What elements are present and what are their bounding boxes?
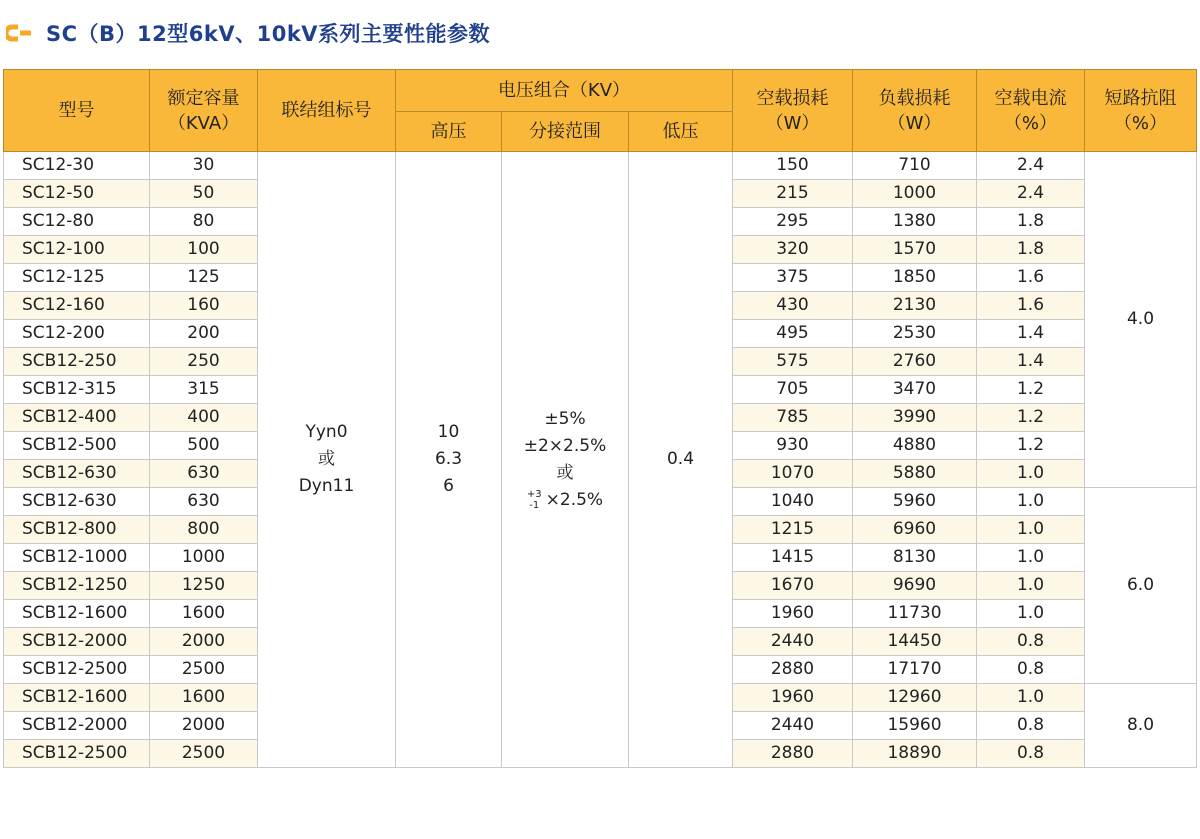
cell-no-load-loss: 1960 [733,684,853,712]
header-tap-range: 分接范围 [502,112,629,152]
cell-load-loss: 1380 [853,208,977,236]
cell-no-load-loss: 1670 [733,572,853,600]
cell-model: SC12-160 [4,292,150,320]
cell-capacity: 30 [150,152,258,180]
cell-no-load-loss: 705 [733,376,853,404]
cell-no-load-current: 1.2 [977,404,1085,432]
cell-model: SCB12-2000 [4,712,150,740]
cell-model: SCB12-315 [4,376,150,404]
tap-sub: -1 [529,499,540,511]
cell-no-load-loss: 215 [733,180,853,208]
title-bar [6,18,490,48]
tap-range-text: ×2.5% [545,489,604,510]
cell-capacity: 800 [150,516,258,544]
cell-tap-range-line: 或 [556,462,574,483]
cell-no-load-loss: 785 [733,404,853,432]
cell-no-load-current: 1.0 [977,488,1085,516]
cell-capacity: 630 [150,488,258,516]
cell-load-loss: 12960 [853,684,977,712]
cell-capacity: 1250 [150,572,258,600]
cell-tap-range-line: ±5% [544,408,586,429]
cell-no-load-current: 0.8 [977,656,1085,684]
cell-no-load-loss: 2880 [733,740,853,768]
cell-no-load-current: 1.8 [977,236,1085,264]
cell-load-loss: 2130 [853,292,977,320]
tap-sup: +3 [526,488,542,500]
cell-vector-group-line: Yyn0 [305,422,348,442]
tap-sup-sub [527,489,542,511]
cell-no-load-current: 1.0 [977,600,1085,628]
cell-capacity: 50 [150,180,258,208]
cell-no-load-loss: 320 [733,236,853,264]
header-capacity-label: 额定容量 [167,87,240,109]
cell-no-load-current: 1.4 [977,320,1085,348]
cell-load-loss: 18890 [853,740,977,768]
header-impedance-label: 短路抗阻 [1104,87,1177,109]
header-vector-group: 联结组标号 [258,70,396,152]
cell-impedance: 4.0 [1085,152,1197,488]
cell-hv-line: 10 [437,422,460,442]
cell-load-loss: 2530 [853,320,977,348]
cell-vector-group [258,152,396,768]
header-load-loss-unit: （W） [887,112,942,134]
table-row [4,152,1197,180]
cell-capacity: 200 [150,320,258,348]
header-load-loss-label: 负载损耗 [878,87,951,109]
cell-capacity: 2500 [150,740,258,768]
header-hv: 高压 [396,112,502,152]
cell-no-load-loss: 1415 [733,544,853,572]
cell-capacity: 1600 [150,600,258,628]
cell-no-load-loss: 2440 [733,628,853,656]
cell-no-load-loss: 1960 [733,600,853,628]
header-lv: 低压 [629,112,733,152]
header-model: 型号 [4,70,150,152]
cell-no-load-loss: 930 [733,432,853,460]
cell-no-load-current: 2.4 [977,152,1085,180]
cell-load-loss: 4880 [853,432,977,460]
cell-no-load-loss: 150 [733,152,853,180]
cell-load-loss: 14450 [853,628,977,656]
header-no-load-current-unit: （%） [1003,112,1058,134]
cell-model: SC12-30 [4,152,150,180]
cell-capacity: 2500 [150,656,258,684]
header-no-load-current [977,70,1085,152]
cell-model: SCB12-2500 [4,740,150,768]
cell-model: SCB12-630 [4,488,150,516]
cell-capacity: 125 [150,264,258,292]
cell-load-loss: 15960 [853,712,977,740]
cell-model: SCB12-2000 [4,628,150,656]
cell-capacity: 1000 [150,544,258,572]
header-no-load-current-label: 空载电流 [994,87,1067,109]
cell-no-load-loss: 430 [733,292,853,320]
cell-no-load-loss: 575 [733,348,853,376]
cell-no-load-loss: 295 [733,208,853,236]
cell-no-load-current: 1.0 [977,516,1085,544]
spec-table-body [4,152,1197,768]
cell-model: SCB12-1000 [4,544,150,572]
cell-no-load-current: 1.6 [977,292,1085,320]
header-load-loss [853,70,977,152]
cell-no-load-loss: 2880 [733,656,853,684]
magnet-arrow-icon [6,24,32,42]
cell-model: SCB12-2500 [4,656,150,684]
header-no-load-loss-label: 空载损耗 [756,87,829,109]
cell-no-load-current: 2.4 [977,180,1085,208]
cell-model: SCB12-630 [4,460,150,488]
cell-load-loss: 1000 [853,180,977,208]
header-no-load-loss-unit: （W） [765,112,820,134]
cell-vector-group-line: 或 [318,449,335,469]
cell-impedance: 6.0 [1085,488,1197,684]
cell-load-loss: 3990 [853,404,977,432]
cell-load-loss: 17170 [853,656,977,684]
cell-capacity: 2000 [150,712,258,740]
header-capacity-unit: （KVA） [167,112,240,134]
cell-no-load-loss: 2440 [733,712,853,740]
cell-no-load-current: 1.0 [977,684,1085,712]
cell-no-load-loss: 1040 [733,488,853,516]
cell-model: SCB12-400 [4,404,150,432]
cell-load-loss: 710 [853,152,977,180]
cell-load-loss: 3470 [853,376,977,404]
cell-hv [396,152,502,768]
cell-load-loss: 9690 [853,572,977,600]
header-voltage-group: 电压组合（KV） [396,70,733,112]
cell-capacity: 80 [150,208,258,236]
page-title: SC（B）12型6kV、10kV系列主要性能参数 [46,22,491,46]
cell-model: SCB12-1600 [4,684,150,712]
spec-table [3,69,1197,768]
cell-no-load-current: 1.0 [977,544,1085,572]
cell-model: SC12-125 [4,264,150,292]
cell-tap-range-line: ±2×2.5% [523,435,607,456]
cell-load-loss: 5880 [853,460,977,488]
cell-model: SCB12-500 [4,432,150,460]
cell-load-loss: 6960 [853,516,977,544]
cell-no-load-current: 0.8 [977,740,1085,768]
cell-capacity: 160 [150,292,258,320]
cell-load-loss: 8130 [853,544,977,572]
cell-no-load-loss: 1070 [733,460,853,488]
cell-load-loss: 5960 [853,488,977,516]
cell-load-loss: 1570 [853,236,977,264]
cell-load-loss: 1850 [853,264,977,292]
cell-model: SC12-100 [4,236,150,264]
header-capacity [150,70,258,152]
cell-hv-line: 6.3 [434,449,463,469]
cell-no-load-current: 1.0 [977,572,1085,600]
cell-capacity: 100 [150,236,258,264]
cell-model: SC12-50 [4,180,150,208]
cell-load-loss: 2760 [853,348,977,376]
cell-capacity: 500 [150,432,258,460]
cell-no-load-current: 1.2 [977,432,1085,460]
cell-hv-line: 6 [443,476,454,496]
cell-no-load-current: 1.2 [977,376,1085,404]
cell-capacity: 250 [150,348,258,376]
header-impedance-unit: （%） [1113,112,1168,134]
cell-lv: 0.4 [629,152,733,768]
cell-model: SC12-80 [4,208,150,236]
cell-no-load-loss: 495 [733,320,853,348]
cell-impedance: 8.0 [1085,684,1197,768]
cell-model: SCB12-250 [4,348,150,376]
cell-no-load-current: 1.4 [977,348,1085,376]
cell-model: SCB12-1250 [4,572,150,600]
cell-model: SC12-200 [4,320,150,348]
cell-capacity: 400 [150,404,258,432]
cell-no-load-current: 1.0 [977,460,1085,488]
cell-model: SCB12-1600 [4,600,150,628]
cell-model: SCB12-800 [4,516,150,544]
cell-capacity: 630 [150,460,258,488]
cell-no-load-loss: 375 [733,264,853,292]
cell-no-load-current: 0.8 [977,712,1085,740]
cell-tap-range [502,152,629,768]
header-impedance [1085,70,1197,152]
cell-no-load-current: 1.8 [977,208,1085,236]
cell-capacity: 315 [150,376,258,404]
cell-vector-group-line: Dyn11 [298,476,355,496]
cell-capacity: 1600 [150,684,258,712]
cell-no-load-loss: 1215 [733,516,853,544]
cell-tap-range-line [502,487,628,514]
cell-no-load-current: 0.8 [977,628,1085,656]
cell-no-load-current: 1.6 [977,264,1085,292]
cell-load-loss: 11730 [853,600,977,628]
cell-capacity: 2000 [150,628,258,656]
header-no-load-loss [733,70,853,152]
